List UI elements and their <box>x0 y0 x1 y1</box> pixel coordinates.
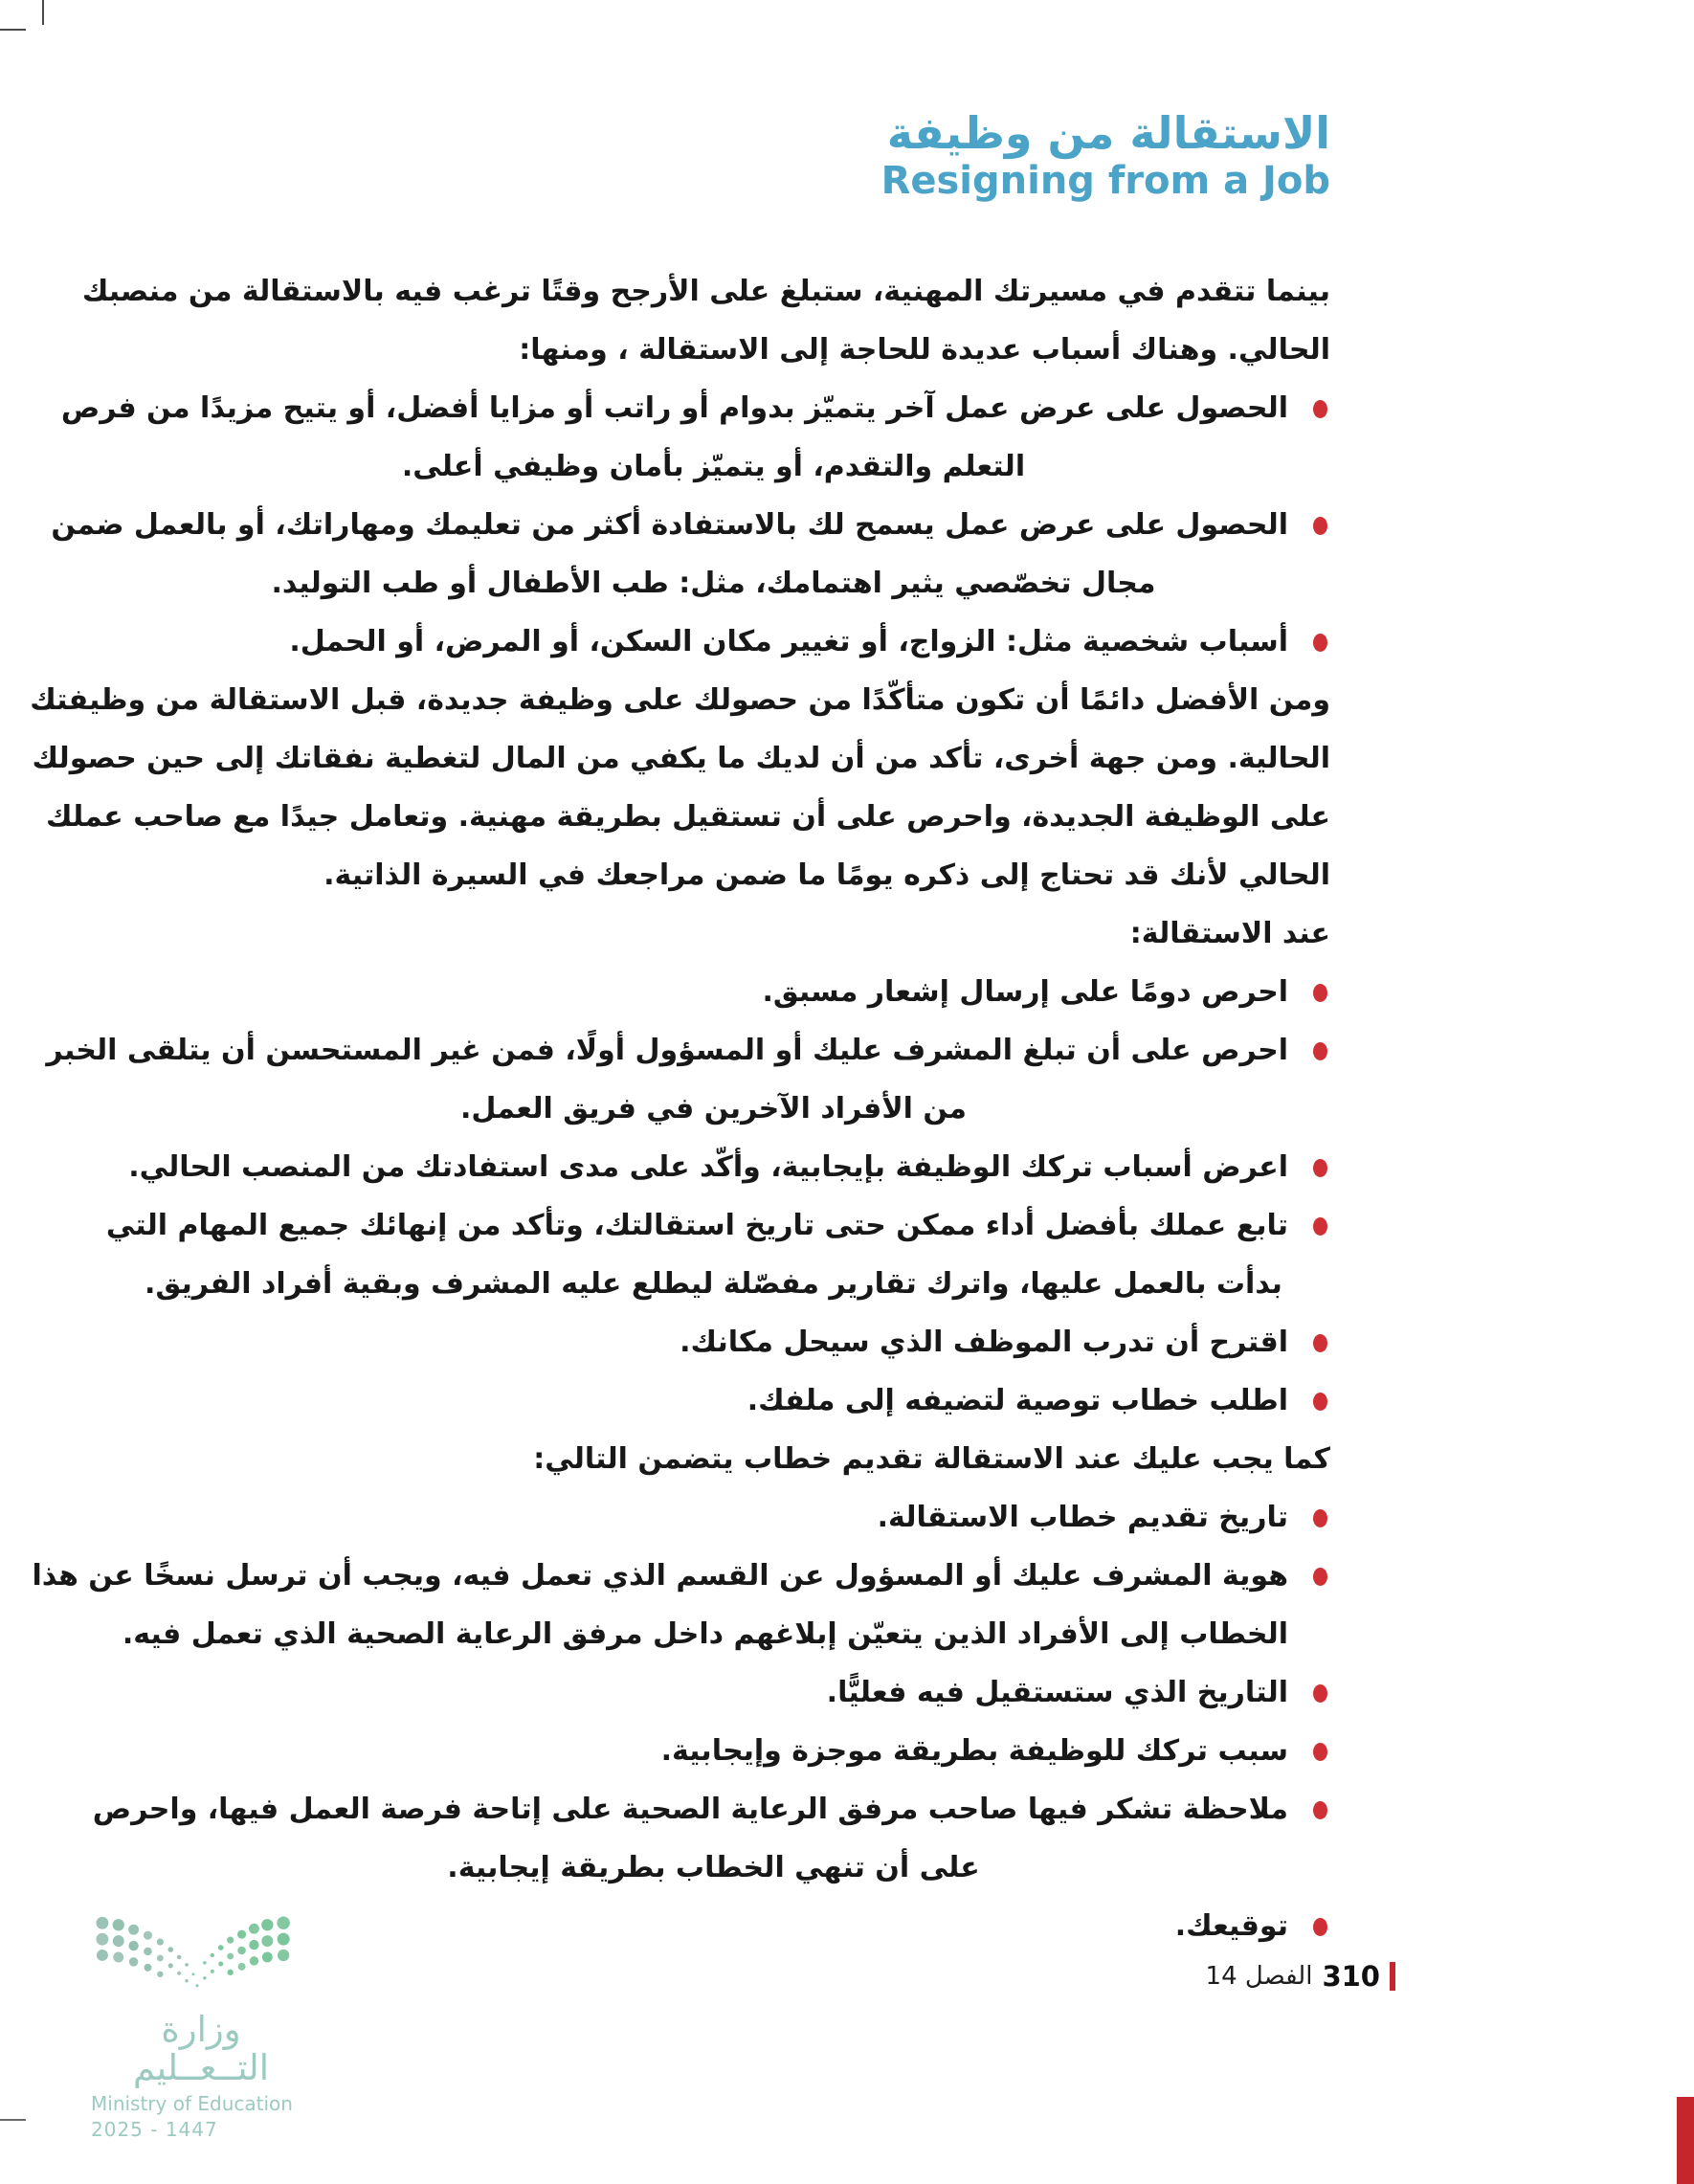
crop-mark-bottom-left <box>0 2119 26 2121</box>
text-line: توقيعك. <box>1174 1909 1288 1943</box>
crop-mark-top-left-vertical <box>42 0 44 25</box>
content-column <box>30 107 1330 1955</box>
bullet-dot-icon <box>1313 517 1327 535</box>
bullet-item <box>128 1138 1330 1196</box>
text-line: الخطاب إلى الأفراد الذين يتعيّن إبلاغهم داخل مرفق الرعاية الصحية الذي تعمل فيه. <box>122 1617 1288 1651</box>
ministry-logo <box>91 1909 311 2141</box>
bullet-dot-icon <box>1313 1568 1327 1586</box>
text-line: الحالي. وهناك أسباب عديدة للحاجة إلى الاستقالة ، ومنها: <box>519 333 1330 367</box>
text-line: احرص على أن تبلغ المشرف عليك أو المسؤول أولًا، فمن غير المستحسن أن يتلقى الخبر <box>46 1034 1288 1067</box>
bullet-dot-icon <box>1313 1334 1327 1352</box>
bullet-dot-icon <box>1313 1042 1327 1060</box>
text-line: على أن تنهي الخطاب بطريقة إيجابية. <box>447 1851 980 1884</box>
text-line: أسباب شخصية مثل: الزواج، أو تغيير مكان السكن، أو المرض، أو الحمل. <box>289 625 1288 658</box>
bullet-dot-icon <box>1313 1217 1327 1236</box>
ministry-logo-years: 2025 - 1447 <box>91 2118 218 2141</box>
bullet-item <box>139 1371 1330 1430</box>
page-title-arabic: الاستقالة من وظيفة <box>886 107 1330 159</box>
ministry-logo-dots-icon <box>91 1909 300 1997</box>
ministry-logo-wordmark-english: Ministry of Education <box>91 2092 293 2115</box>
bullet-dot-icon <box>1313 1509 1327 1527</box>
text-line: سبب تركك للوظيفة بطريقة موجزة وإيجابية. <box>660 1734 1288 1768</box>
bullet-dot-icon <box>1313 1684 1327 1703</box>
bullet-dot-icon <box>1313 984 1327 1002</box>
text-line: اطلب خطاب توصية لتضيفه إلى ملفك. <box>747 1384 1288 1417</box>
chapter-label: الفصل 14 <box>1205 1962 1313 1991</box>
text-line: الحالية. ومن جهة أخرى، تأكد من أن لديك ما يكفي من المال لتغطية نفقاتك إلى حين حصولك <box>32 742 1330 775</box>
text-line: كما يجب عليك عند الاستقالة تقديم خطاب يتضمن التالي: <box>533 1442 1330 1476</box>
text-line: هوية المشرف عليك أو المسؤول عن القسم الذي تعمل فيه، ويجب أن ترسل نسخًا عن هذا <box>32 1559 1288 1593</box>
bullet-item <box>139 963 1330 1021</box>
text-line: اقترح أن تدرب الموظف الذي سيحل مكانك. <box>680 1326 1288 1359</box>
bullet-item <box>46 1021 1330 1138</box>
text-line: من الأفراد الآخرين في فريق العمل. <box>460 1092 967 1125</box>
text-line: الحالي لأنك قد تحتاج إلى ذكره يومًا ما ضمن مراجعك في السيرة الذاتية. <box>323 858 1330 892</box>
text-line: الحصول على عرض عمل يسمح لك بالاستفادة أكثر من تعليمك ومهاراتك، أو بالعمل ضمن <box>51 508 1288 542</box>
text-line: الحصول على عرض عمل آخر يتميّز بدوام أو راتب أو مزايا أفضل، أو يتيح مزيدًا من فرص <box>60 391 1288 425</box>
corner-red-bar <box>1677 2097 1694 2184</box>
content-blocks <box>30 262 1330 1955</box>
paragraph <box>139 1430 1330 1488</box>
paragraph <box>81 262 1330 379</box>
page-footer <box>1206 1960 1395 1993</box>
bullet-dot-icon <box>1313 1393 1327 1411</box>
text-line: ومن الأفضل دائمًا أن تكون متأكّدًا من حصولك على وظيفة جديدة، قبل الاستقالة من وظيفتك <box>30 683 1330 717</box>
page-title-english: Resigning from a Job <box>880 159 1330 203</box>
bullet-item <box>60 379 1330 496</box>
text-line: تاريخ تقديم خطاب الاستقالة. <box>877 1501 1288 1534</box>
bullet-item <box>32 1547 1330 1663</box>
bullet-dot-icon <box>1313 634 1327 652</box>
text-line: التاريخ الذي ستستقيل فيه فعليًّا. <box>826 1676 1288 1709</box>
paragraph <box>30 671 1330 904</box>
bullet-item <box>139 1663 1330 1722</box>
text-line: عند الاستقالة: <box>1129 917 1330 950</box>
text-line: بينما تتقدم في مسيرتك المهنية، ستبلغ على الأرجح وقتًا ترغب فيه بالاستقالة من منصبك <box>81 275 1330 308</box>
text-line: اعرض أسباب تركك الوظيفة بإيجابية، وأكّد على مدى استفادتك من المنصب الحالي. <box>128 1150 1288 1184</box>
text-line: التعلم والتقدم، أو يتميّز بأمان وظيفي أعلى. <box>401 450 1026 483</box>
bullet-item <box>139 613 1330 671</box>
ministry-logo-wordmark-arabic: وزارة التــعــليم <box>133 2009 269 2088</box>
bullet-item <box>105 1196 1330 1313</box>
text-line: على الوظيفة الجديدة، واحرص على أن تستقيل بطريقة مهنية. وتعامل جيدًا مع صاحب عملك <box>45 800 1330 834</box>
text-line: بدأت بالعمل عليها، واترك تقارير مفصّلة ليطلع عليه المشرف وبقية أفراد الفريق. <box>145 1267 1282 1301</box>
text-line: ملاحظة تشكر فيها صاحب مرفق الرعاية الصحية على إتاحة فرصة العمل فيها، واحرص <box>92 1793 1288 1826</box>
bullet-item <box>139 1313 1330 1371</box>
text-line: تابع عملك بأفضل أداء ممكن حتى تاريخ استقالتك، وتأكد من إنهائك جميع المهام التي <box>105 1209 1288 1242</box>
bullet-dot-icon <box>1313 1743 1327 1761</box>
page-number-red-bar <box>1390 1962 1395 1991</box>
bullet-item <box>139 1722 1330 1780</box>
bullet-dot-icon <box>1313 1801 1327 1819</box>
bullet-dot-icon <box>1313 1918 1327 1936</box>
bullet-item <box>92 1780 1330 1897</box>
bullet-dot-icon <box>1313 400 1327 418</box>
bullet-item <box>139 1897 1330 1955</box>
bullet-item <box>139 1488 1330 1547</box>
crop-mark-top-left-horizontal <box>0 29 26 31</box>
page-number: 310 <box>1322 1960 1380 1993</box>
text-line: احرص دومًا على إرسال إشعار مسبق. <box>762 975 1288 1009</box>
paragraph <box>139 904 1330 963</box>
text-line: مجال تخصّصي يثير اهتمامك، مثل: طب الأطفال أو طب التوليد. <box>271 567 1156 600</box>
bullet-dot-icon <box>1313 1159 1327 1177</box>
bullet-item <box>51 496 1330 613</box>
